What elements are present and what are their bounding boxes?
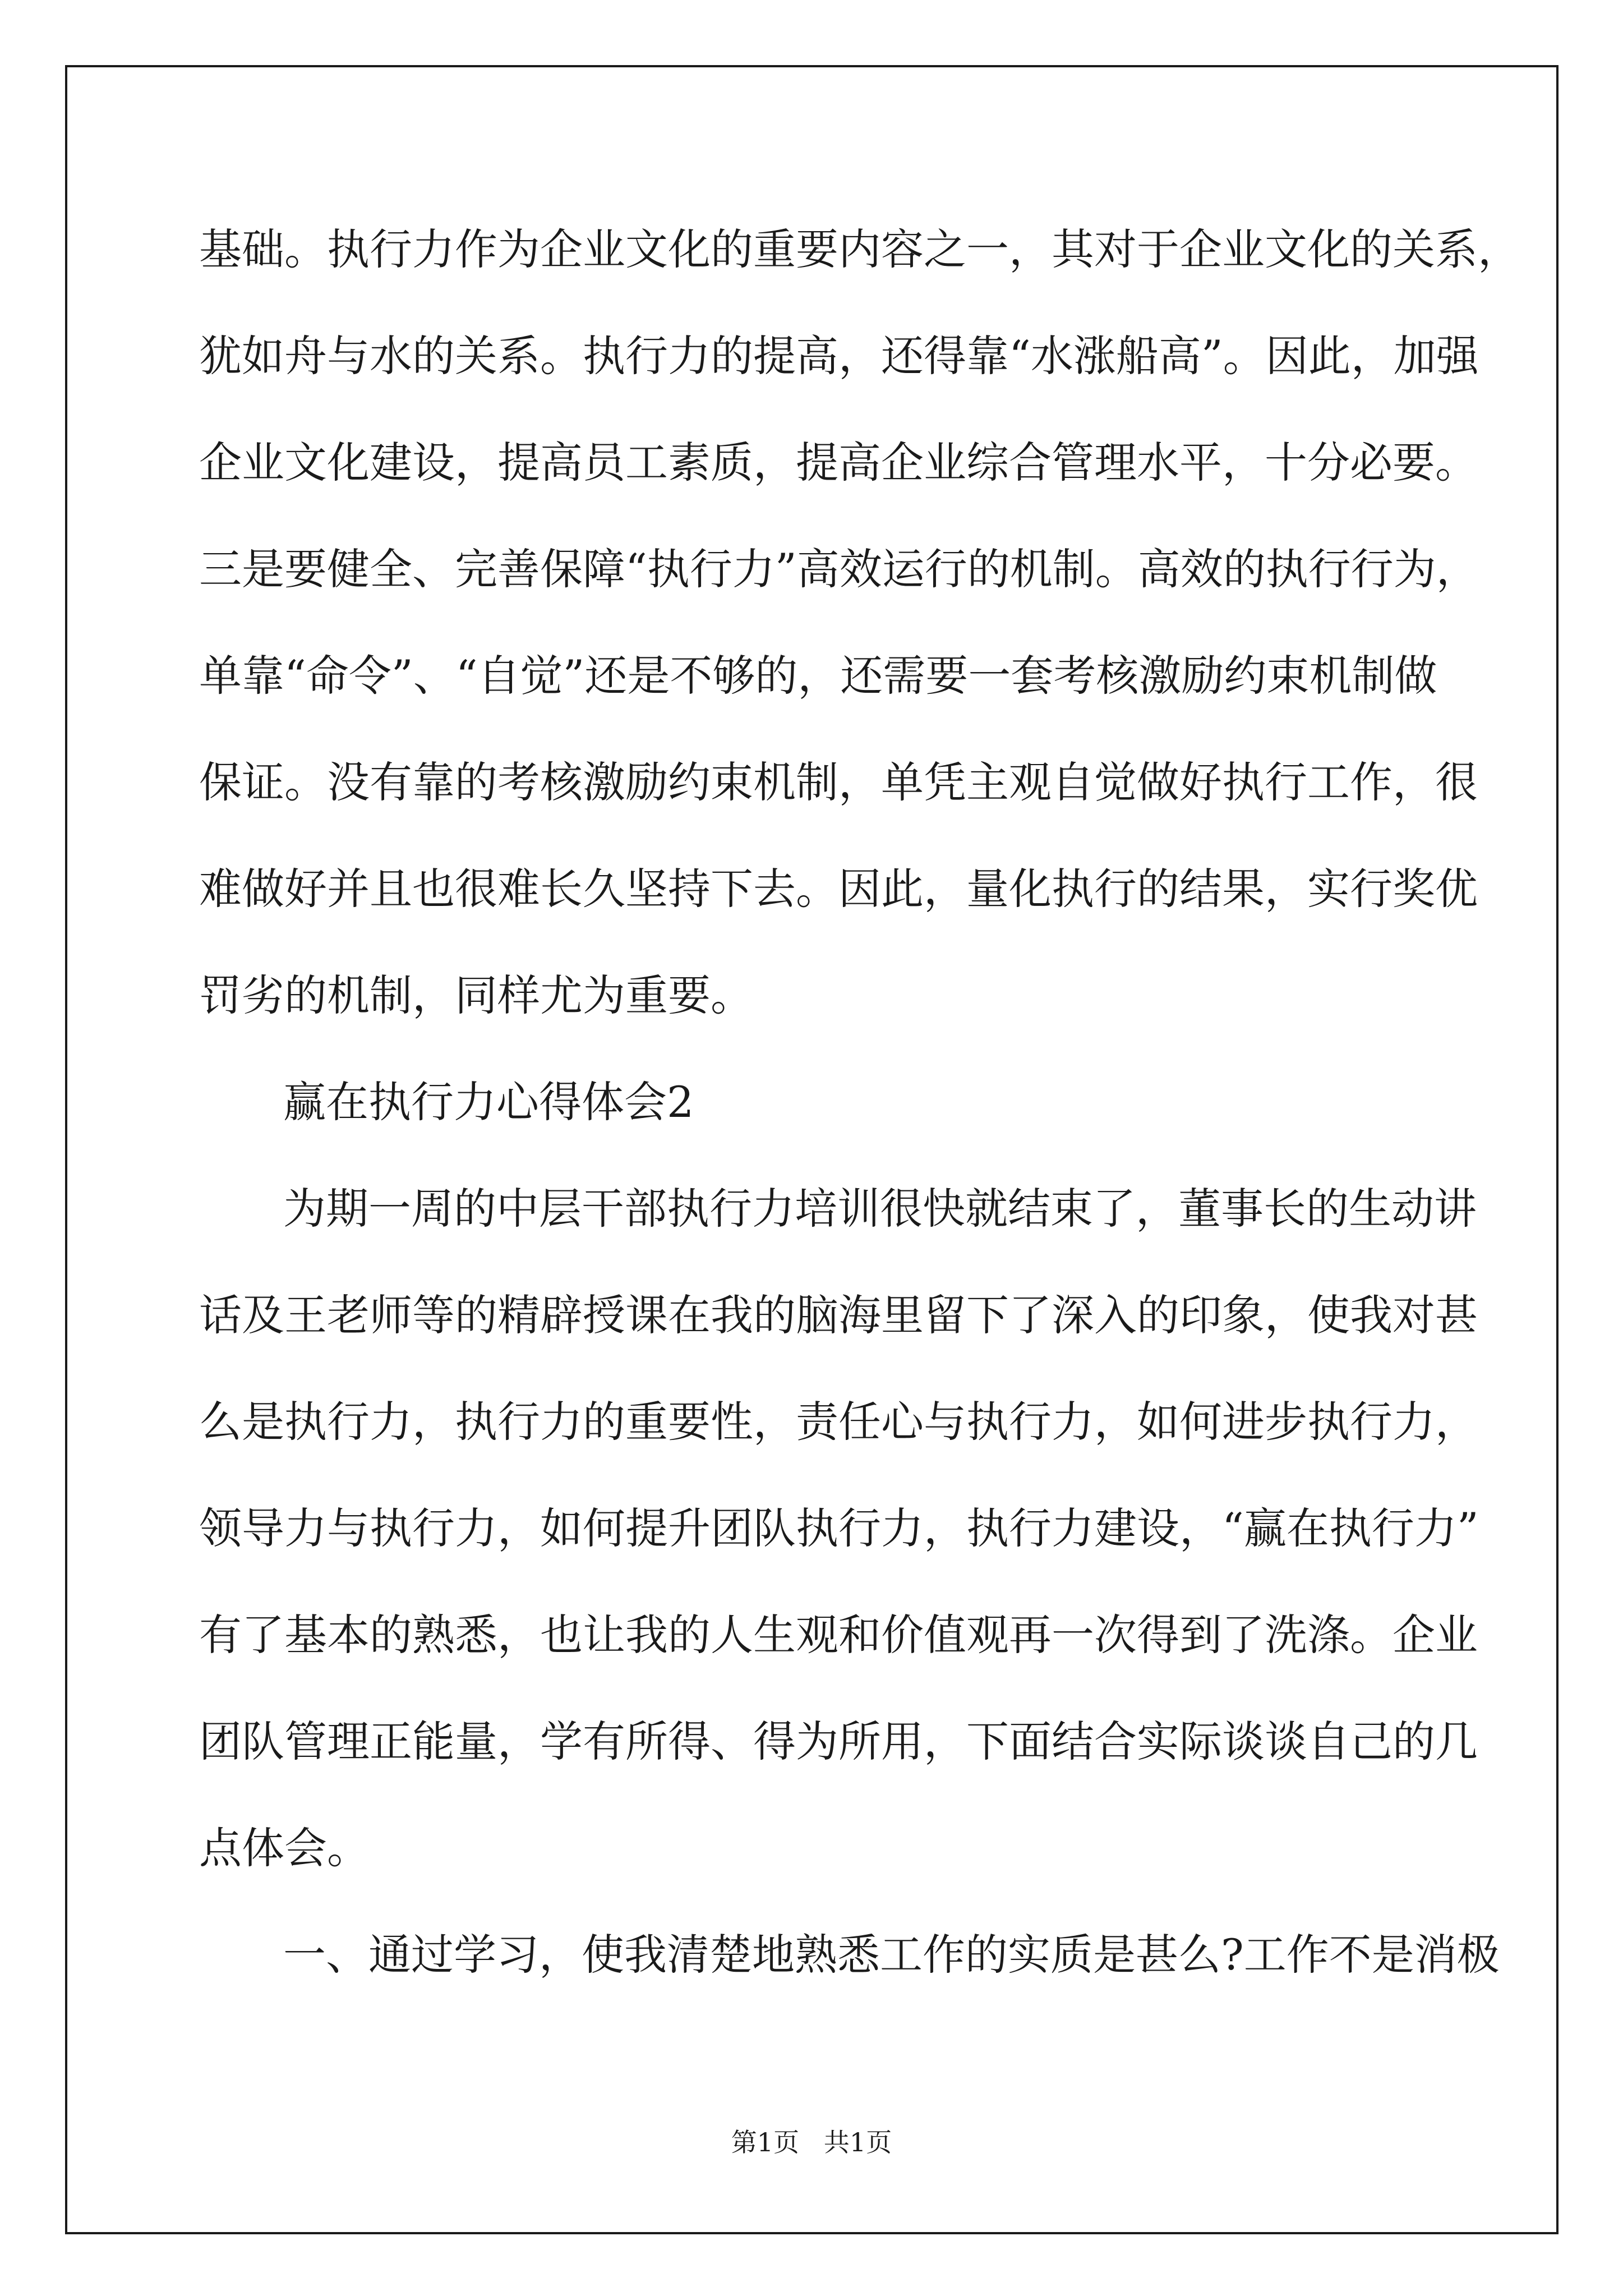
body-line: 基础。执行力作为企业文化的重要内容之一，其对于企业文化的关系， xyxy=(199,224,1520,274)
body-line: 难做好并且也很难长久坚持下去。因此，量化执行的结果，实行奖优 xyxy=(199,864,1478,914)
page-border xyxy=(65,65,1559,2234)
body-line: 犹如舟与水的关系。执行力的提高，还得靠“水涨船高”。因此，加强 xyxy=(199,331,1479,381)
body-line: 单靠“命令”、“自觉”还是不够的，还需要一套考核激励约束机制做 xyxy=(199,651,1437,701)
page-number-footer: 第1页 共1页 xyxy=(731,2127,892,2157)
body-line: 话及王老师等的精辟授课在我的脑海里留下了深入的印象，使我对甚 xyxy=(199,1290,1478,1340)
body-line: 为期一周的中层干部执行力培训很快就结束了，董事长的生动讲 xyxy=(283,1184,1477,1234)
body-line: 团队管理正能量，学有所得、得为所用，下面结合实际谈谈自己的几 xyxy=(199,1717,1478,1766)
body-line: 一、通过学习，使我清楚地熟悉工作的实质是甚么?工作不是消极 xyxy=(283,1930,1500,1980)
section-heading: 赢在执行力心得体会2 xyxy=(283,1077,694,1127)
body-line: 保证。没有靠的考核激励约束机制，单凭主观自觉做好执行工作，很 xyxy=(199,757,1478,807)
body-line: 三是要健全、完善保障“执行力”高效运行的机制。高效的执行行为， xyxy=(199,544,1479,594)
body-line: 罚劣的机制，同样尤为重要。 xyxy=(199,970,753,1020)
body-line: 有了基本的熟悉，也让我的人生观和价值观再一次得到了洗涤。企业 xyxy=(199,1610,1478,1660)
body-line: 点体会。 xyxy=(199,1823,370,1873)
body-line: 领导力与执行力，如何提升团队执行力，执行力建设，“赢在执行力” xyxy=(199,1503,1479,1553)
body-line: 企业文化建设，提高员工素质，提高企业综合管理水平，十分必要。 xyxy=(199,438,1478,487)
body-line: 么是执行力，执行力的重要性，责任心与执行力，如何进步执行力， xyxy=(199,1397,1478,1447)
